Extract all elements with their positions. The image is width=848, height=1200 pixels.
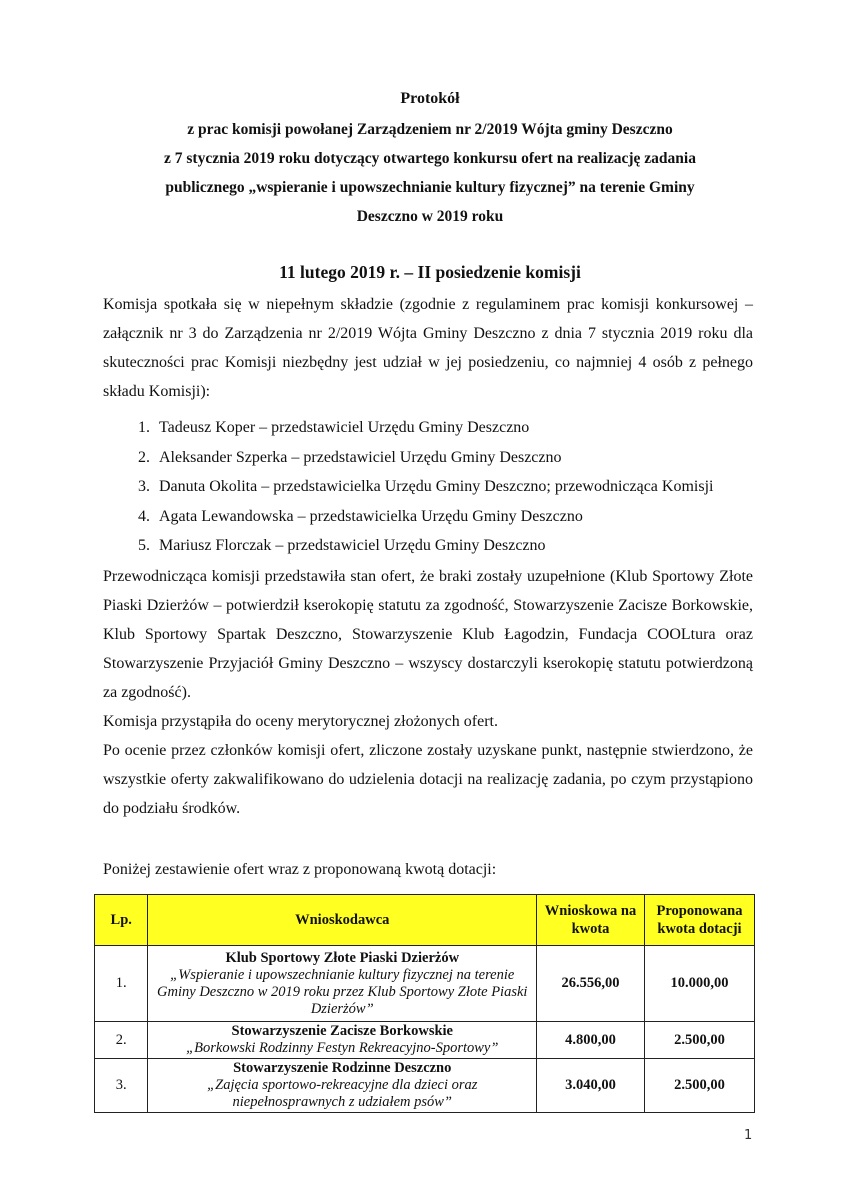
member-item: 3. Danuta Okolita – przedstawicielka Urzędu Gminy Deszczno; przewodnicząca Komisji	[154, 472, 764, 502]
row-proposed: 10.000,00	[644, 946, 754, 1022]
row-applicant	[148, 1022, 537, 1059]
member-item: 4. Agata Lewandowska – przedstawicielka Urzędu Gminy Deszczno	[154, 502, 764, 532]
session-heading: 11 lutego 2019 r. – II posiedzenie komisji	[279, 262, 581, 282]
table-row	[95, 1022, 755, 1059]
row-lp: 3.	[95, 1059, 148, 1113]
table-row	[95, 946, 755, 1022]
row-proposed: 2.500,00	[644, 1022, 754, 1059]
table-header-row	[95, 895, 755, 946]
subtitle-line-3: publicznego „wspieranie i upowszechnianie kultury fizycznej” na terenie Gminy	[165, 179, 695, 196]
member-item: 1. Tadeusz Koper – przedstawiciel Urzędu Gminy Deszczno	[154, 413, 764, 443]
header-proposed: Proponowana kwota dotacji	[644, 895, 754, 946]
subtitle-line-4: Deszczno w 2019 roku	[356, 208, 504, 225]
member-item: 2. Aleksander Szperka – przedstawiciel Urzędu Gminy Deszczno	[154, 443, 764, 473]
table-intro: Poniżej zestawienie ofert wraz z proponowaną kwotą dotacji:	[103, 861, 497, 878]
header-requested: Wnioskowa na kwota	[537, 895, 645, 946]
applicant-name: Klub Sportowy Złote Piaski Dzierżów	[225, 949, 460, 966]
applicant-task: „Wspieranie i upowszechnianie kultury fizycznej na terenie Gminy Deszczno w 2019 roku przez Klub Sportowy Złote Piaski Dzierżów”	[157, 966, 528, 1017]
intro-paragraph: Komisja spotkała się w niepełnym składzie (zgodnie z regulaminem prac komisji konkursowej – załącznik nr 3 do Zarządzenia nr 2/2019 Wójta Gminy Deszczno z dnia 7 stycznia 2019 roku dla skuteczności prac Komisji niezbędny jest udział w jej posiedzeniu, co najmniej 4 osób z pełnego składu Komisji):	[103, 296, 753, 400]
applicant-name: Stowarzyszenie Zacisze Borkowskie	[231, 1023, 453, 1039]
subtitle-line-1: z prac komisji powołanej Zarządzeniem nr 2/2019 Wójta gminy Deszczno	[187, 121, 673, 138]
status-paragraph: Przewodnicząca komisji przedstawiła stan ofert, że braki zostały uzupełnione (Klub Sportowy Złote Piaski Dzierżów – potwierdził kserokopię statutu za zgodność, Stowarzyszenie Zacisze Borkowskie, Klub Sportowy Spartak Deszczno, Stowarzyszenie Klub Łagodzin, Fundacja COOLtura oraz Stowarzyszenie Przyjaciół Gminy Deszczno – wszyscy dostarczyli kserokopię statutu potwierdzoną za zgodność).	[103, 568, 753, 701]
table-row	[95, 1059, 755, 1113]
row-lp: 1.	[95, 946, 148, 1022]
row-applicant	[148, 1059, 537, 1113]
members-list	[103, 413, 764, 561]
row-requested: 3.040,00	[537, 1059, 645, 1113]
evaluation-paragraph: Komisja przystąpiła do oceny merytorycznej złożonych ofert.	[103, 713, 498, 730]
row-requested: 26.556,00	[537, 946, 645, 1022]
applicant-task: „Borkowski Rodzinny Festyn Rekreacyjno-Sportowy”	[186, 1040, 499, 1056]
row-applicant	[148, 946, 537, 1022]
header-lp: Lp.	[95, 895, 148, 946]
applicant-task: „Zajęcia sportowo-rekreacyjne dla dzieci oraz niepełnosprawnych z udziałem psów”	[207, 1077, 478, 1110]
result-paragraph: Po ocenie przez członków komisji ofert, zliczone zostały uzyskane punkt, następnie stwierdzono, że wszystkie oferty zakwalifikowano do udzielenia dotacji na realizację zadania, po czym przystąpiono do podziału środków.	[103, 742, 753, 817]
row-requested: 4.800,00	[537, 1022, 645, 1059]
member-item: 5. Mariusz Florczak – przedstawiciel Urzędu Gminy Deszczno	[154, 531, 764, 561]
header-applicant: Wnioskodawca	[148, 895, 537, 946]
applicant-name: Stowarzyszenie Rodzinne Deszczno	[233, 1060, 452, 1076]
page-number: 1	[744, 1128, 753, 1143]
subtitle-line-2: z 7 stycznia 2019 roku dotyczący otwartego konkursu ofert na realizację zadania	[164, 150, 696, 167]
document-title: Protokół	[400, 90, 460, 107]
row-lp: 2.	[95, 1022, 148, 1059]
offers-table	[94, 894, 755, 1113]
row-proposed: 2.500,00	[644, 1059, 754, 1113]
